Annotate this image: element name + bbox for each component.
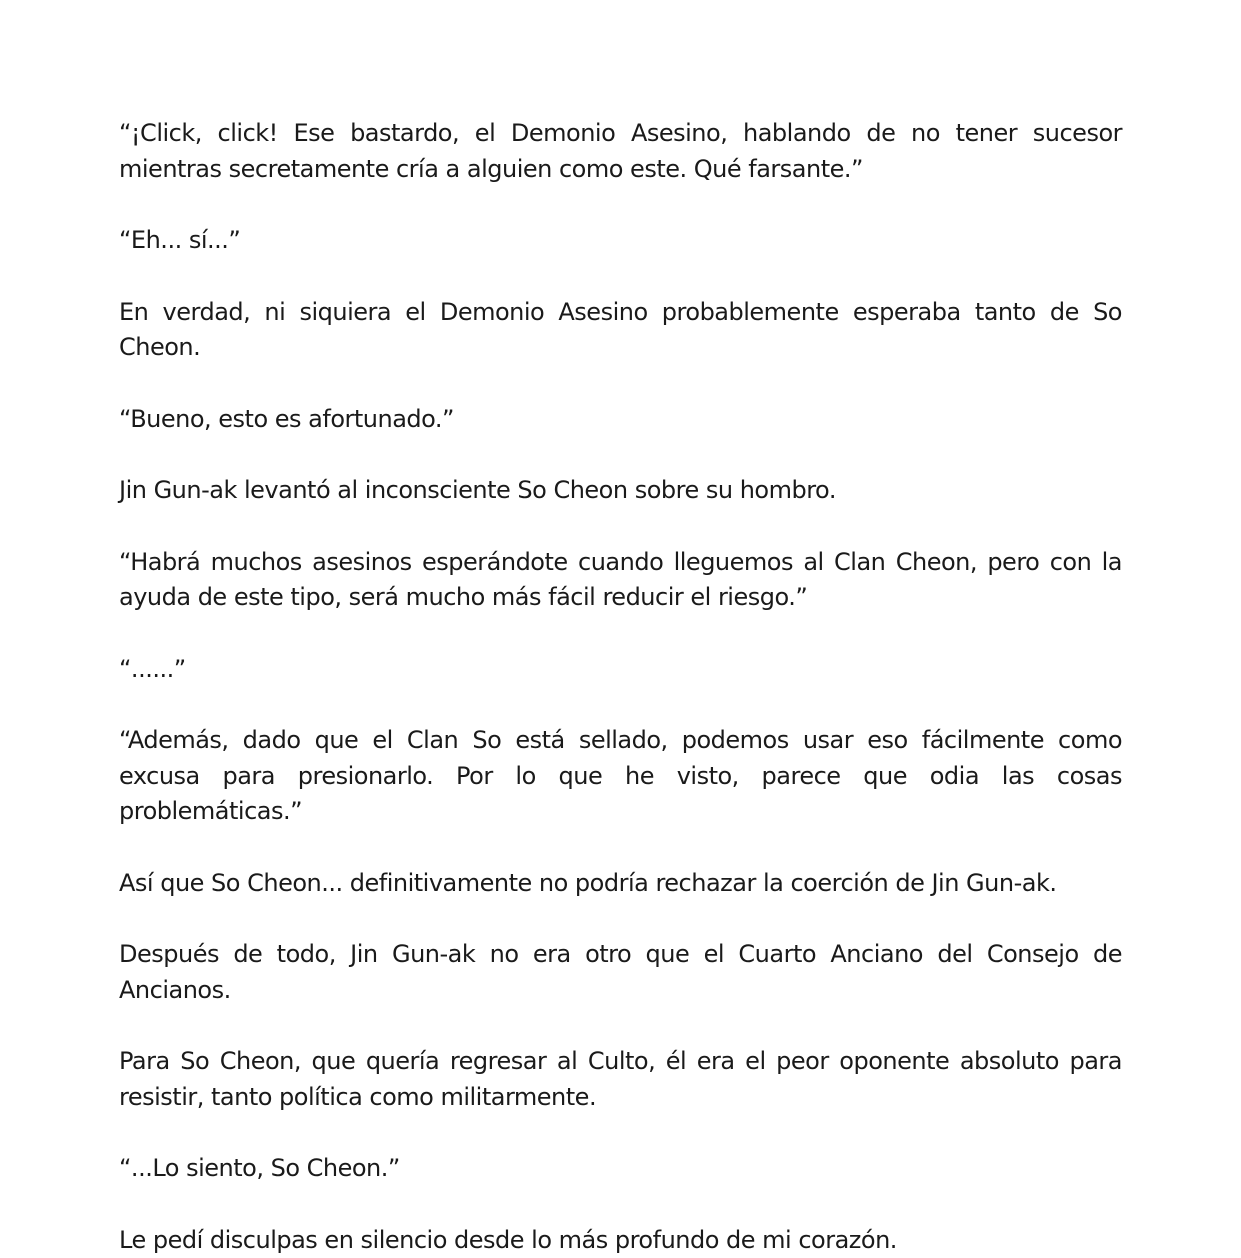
paragraph-9: Así que So Cheon... definitivamente no podría rechazar la coerción de Jin Gun-ak. [119,866,1122,902]
paragraph-6: “Habrá muchos asesinos esperándote cuando lleguemos al Clan Cheon, pero con la ayuda de este tipo, será mucho más fácil reducir el riesgo.” [119,545,1122,616]
paragraph-10: Después de todo, Jin Gun-ak no era otro que el Cuarto Anciano del Consejo de Ancianos. [119,937,1122,1008]
paragraph-2: “Eh... sí...” [119,223,1122,259]
paragraph-7: “......” [119,652,1122,688]
document-page [119,116,1122,1258]
paragraph-13: Le pedí disculpas en silencio desde lo más profundo de mi corazón. [119,1223,1122,1258]
paragraph-3: En verdad, ni siquiera el Demonio Asesino probablemente esperaba tanto de So Cheon. [119,295,1122,366]
paragraph-8: “Además, dado que el Clan So está sellado, podemos usar eso fácilmente como excusa para presionarlo. Por lo que he visto, parece que odia las cosas problemáticas.” [119,723,1122,830]
paragraph-1: “¡Click, click! Ese bastardo, el Demonio Asesino, hablando de no tener sucesor mientras secretamente cría a alguien como este. Qué farsante.” [119,116,1122,187]
paragraph-5: Jin Gun-ak levantó al inconsciente So Cheon sobre su hombro. [119,473,1122,509]
paragraph-11: Para So Cheon, que quería regresar al Culto, él era el peor oponente absoluto para resistir, tanto política como militarmente. [119,1044,1122,1115]
paragraph-12: “...Lo siento, So Cheon.” [119,1151,1122,1187]
paragraph-4: “Bueno, esto es afortunado.” [119,402,1122,438]
